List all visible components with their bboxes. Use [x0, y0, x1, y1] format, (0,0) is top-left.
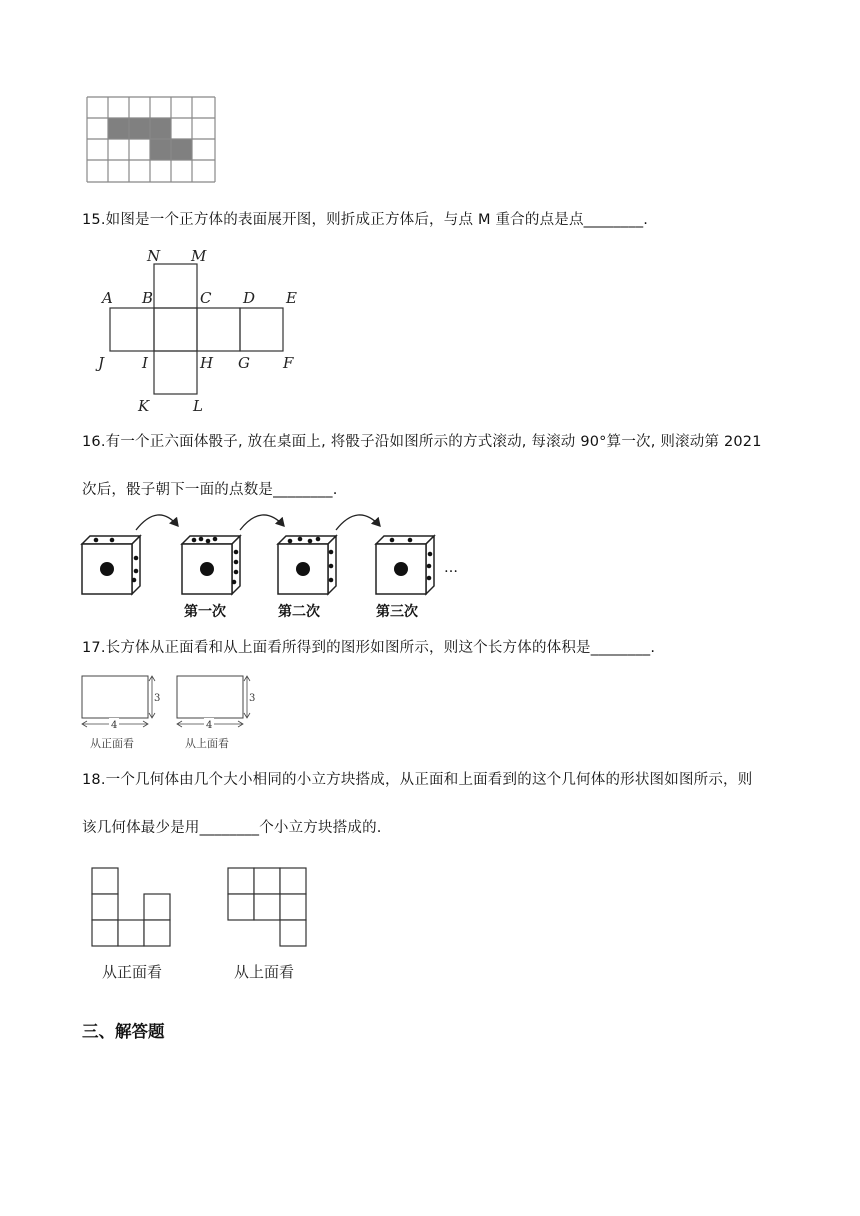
dice-step-label-1: 第一次 — [184, 604, 226, 620]
net-label-K: K — [138, 397, 150, 415]
die-step-1 — [182, 536, 240, 594]
question-16-line-1: 16.有一个正六面体骰子, 放在桌面上, 将骰子沿如图所示的方式滚动, 每滚动 90°算一次, 则滚动第 2021 — [82, 434, 762, 450]
net-label-N: N — [147, 247, 161, 265]
dice-step-label-2: 第二次 — [278, 604, 320, 620]
die-step-2 — [278, 536, 336, 594]
top-view-grid — [228, 868, 306, 946]
question-16-line-2: 次后，骰子朝下一面的点数是________. — [82, 482, 338, 498]
question-15-text: 15.如图是一个正方体的表面展开图，则折成正方体后，与点 M 重合的点是点________. — [82, 212, 649, 228]
net-label-F: F — [283, 354, 294, 372]
top-view-height: 3 — [249, 693, 256, 704]
top-view — [177, 676, 255, 750]
roll-arrow — [336, 515, 380, 530]
net-label-M: M — [191, 247, 207, 265]
net-label-C: C — [200, 289, 212, 307]
roll-arrow — [240, 515, 284, 530]
dice-rolling-figure — [78, 508, 468, 624]
net-label-D: D — [243, 289, 256, 307]
shaded-cell — [129, 118, 150, 139]
dice-ellipsis: … — [444, 560, 458, 576]
section-heading: 三、解答题 — [82, 1022, 165, 1041]
shaded-cell — [171, 139, 192, 160]
shaded-cell — [108, 118, 129, 139]
question-17-text: 17.长方体从正面看和从上面看所得到的图形如图所示，则这个长方体的体积是________. — [82, 640, 656, 656]
cuboid-views-figure — [78, 672, 268, 756]
question-18-line-1: 18.一个几何体由几个大小相同的小立方块搭成，从正面和上面看到的这个几何体的形状图如图所示，则 — [82, 772, 753, 788]
net-label-J: J — [98, 354, 105, 372]
roll-arrow — [136, 515, 178, 530]
question-18-line-2: 该几何体最少是用________个小立方块搭成的. — [82, 820, 382, 836]
front-view-grid — [92, 868, 170, 946]
net-label-G: G — [238, 354, 250, 372]
grid-lines — [87, 97, 215, 182]
die-step-3 — [376, 536, 434, 594]
net-label-B: B — [142, 289, 154, 307]
top-view-caption: 从上面看 — [234, 963, 295, 981]
front-view — [82, 676, 160, 750]
cube-net-figure — [90, 244, 310, 418]
net-label-H: H — [200, 354, 214, 372]
die-start — [82, 536, 140, 594]
shaded-cell — [150, 118, 171, 139]
top-view-caption: 从上面看 — [185, 737, 229, 750]
net-label-E: E — [286, 289, 297, 307]
front-view-caption: 从正面看 — [90, 737, 134, 750]
cube-net-squares — [110, 264, 283, 394]
shaded-cell — [150, 139, 171, 160]
net-label-A: A — [102, 289, 113, 307]
dice-step-label-3: 第三次 — [376, 604, 418, 620]
top-view-width: 4 — [206, 720, 213, 731]
front-view-caption: 从正面看 — [102, 963, 163, 981]
front-view-width: 4 — [111, 720, 118, 731]
cube-stack-views-figure — [88, 864, 318, 988]
front-view-height: 3 — [154, 693, 161, 704]
shaded-grid-figure — [86, 96, 218, 186]
net-label-L: L — [193, 397, 203, 415]
net-label-I: I — [142, 354, 148, 372]
